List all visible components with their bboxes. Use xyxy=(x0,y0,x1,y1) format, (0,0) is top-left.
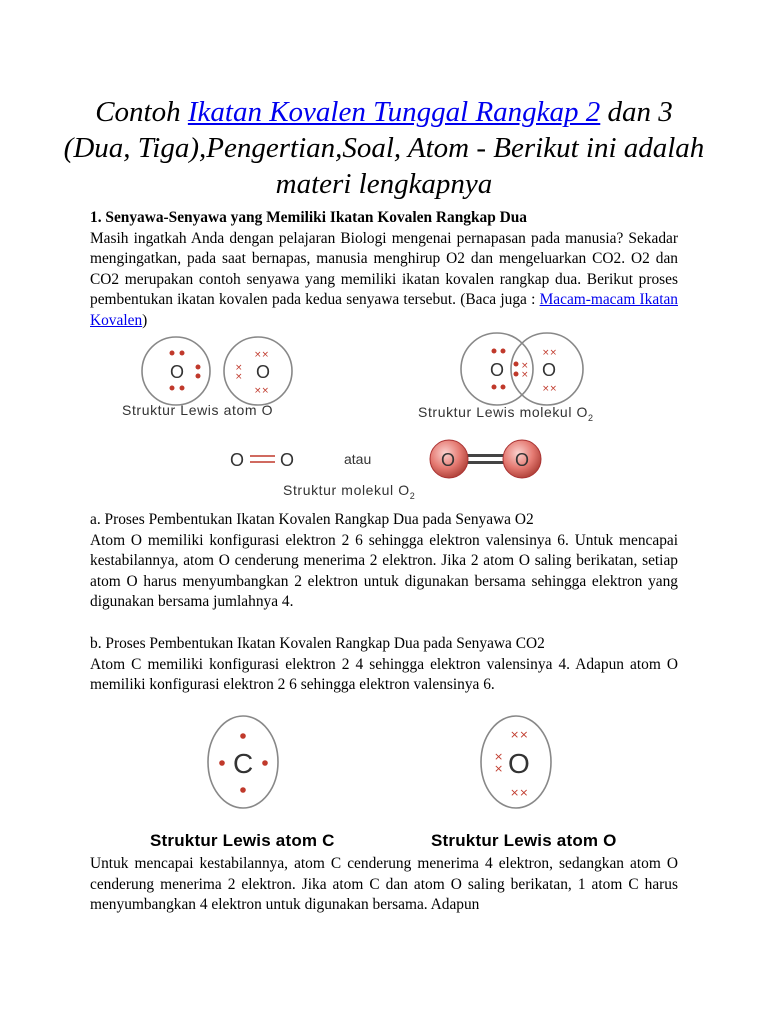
svg-text:O: O xyxy=(280,450,295,470)
section-1-heading: 1. Senyawa-Senyawa yang Memiliki Ikatan Kovalen Rangkap Dua xyxy=(90,209,527,226)
part-a-body: Atom O memiliki konfigurasi elektron 2 6 sehingga elektron valensinya 6. Untuk mencapai kestabilannya, atom O cenderung menerima 2 elektron. Jika 2 atom O saling berikatan, setiap atom O harus menyumbangkan 2 elektron untuk digunakan bersama sehingga elektron yang digunakan bersama jumlahnya 4. xyxy=(90,531,678,611)
formula-o-double-bond-o xyxy=(230,450,294,470)
svg-text:××: ×× xyxy=(510,728,529,741)
lewis-atom-o xyxy=(481,716,551,808)
caption-lewis-atom-o: Struktur Lewis atom O xyxy=(122,402,274,418)
atom-symbol: O xyxy=(490,360,505,380)
atom-symbol: O xyxy=(170,362,185,382)
title-link[interactable]: Ikatan Kovalen Tunggal Rangkap 2 xyxy=(187,96,601,128)
svg-text:×: × xyxy=(521,370,529,380)
atom-symbol: O xyxy=(256,362,271,382)
svg-text:×: × xyxy=(235,363,243,373)
atom-symbol-o: O xyxy=(508,748,530,779)
part-a-heading: a. Proses Pembentukan Ikatan Kovalen Rangkap Dua pada Senyawa O2 xyxy=(90,511,534,528)
svg-text:××: ×× xyxy=(254,386,270,396)
svg-text:O: O xyxy=(441,450,456,470)
ball-stick-o2 xyxy=(430,440,541,478)
page-title xyxy=(60,94,708,202)
section-end-body: Untuk mencapai kestabilannya, atom C cenderung menerima 4 elektron, sedangkan atom O cenderung menerima 2 elektron. Jika atom C dan atom O saling berikatan, 1 atom C harus menyumbangkan 4 elektron untuk digunakan bersama. Adapun xyxy=(90,855,678,914)
lewis-atom-c xyxy=(208,716,278,808)
svg-text:××: ×× xyxy=(510,786,529,799)
figure-o2-lewis xyxy=(0,335,768,505)
part-b-body: Atom C memiliki konfigurasi elektron 2 4 sehingga elektron valensinya 4. Adapun atom O memiliki konfigurasi elektron 2 6 sehingga elektron valensinya 6. xyxy=(90,655,678,694)
svg-text:×: × xyxy=(494,762,504,775)
title-suffix: dan 3 (Dua, Tiga),Pengertian,Soal, Atom - Berikut ini adalah materi lengkapnya xyxy=(63,96,705,200)
caption-structure-o2: Struktur molekul $O_2$ xyxy=(283,482,416,501)
lewis-atom-o-left xyxy=(142,337,210,405)
section-1-body: Masih ingatkah Anda dengan pelajaran Biologi mengenai pernapasan pada manusia? Sekadar mengingatkan, pada saat bernapas, manusia menghirup O2 dan mengeluarkan CO2. O2 dan CO2 merupakan contoh senyawa yang memiliki ikatan kovalen rangkap dua. Berikut proses pembentukan ikatan kovalen pada kedua senyawa tersebut. (Baca juga : Macam-macam Ikatan Kovalen) xyxy=(90,229,678,329)
svg-text:××: ×× xyxy=(542,384,558,394)
section-1 xyxy=(90,208,678,332)
part-b-heading: b. Proses Pembentukan Ikatan Kovalen Rangkap Dua pada Senyawa CO2 xyxy=(90,635,545,652)
svg-text:×: × xyxy=(521,361,529,371)
caption-lewis-atom-o: Struktur Lewis atom O xyxy=(431,831,617,850)
part-a xyxy=(90,510,678,613)
lewis-atom-o-right xyxy=(224,337,292,405)
svg-text:O: O xyxy=(515,450,530,470)
part-b xyxy=(90,634,678,696)
title-prefix: Contoh xyxy=(95,96,188,128)
svg-text:××: ×× xyxy=(542,348,558,358)
svg-text:×: × xyxy=(494,750,504,763)
atom-symbol-c: C xyxy=(233,748,254,779)
svg-text:×: × xyxy=(235,372,243,382)
section-end xyxy=(90,854,678,916)
atom-symbol: O xyxy=(542,360,557,380)
or-label: atau xyxy=(344,451,372,467)
figure-lewis-c-o xyxy=(0,712,768,862)
related-link[interactable]: Macam-macam Ikatan Kovalen xyxy=(90,291,678,329)
caption-lewis-molecule-o2: Struktur Lewis molekul $O_2$ xyxy=(418,404,594,423)
lewis-molecule-o2 xyxy=(461,333,583,405)
svg-text:××: ×× xyxy=(254,350,270,360)
caption-lewis-atom-c: Struktur Lewis atom C xyxy=(150,831,335,850)
svg-text:O: O xyxy=(230,450,245,470)
